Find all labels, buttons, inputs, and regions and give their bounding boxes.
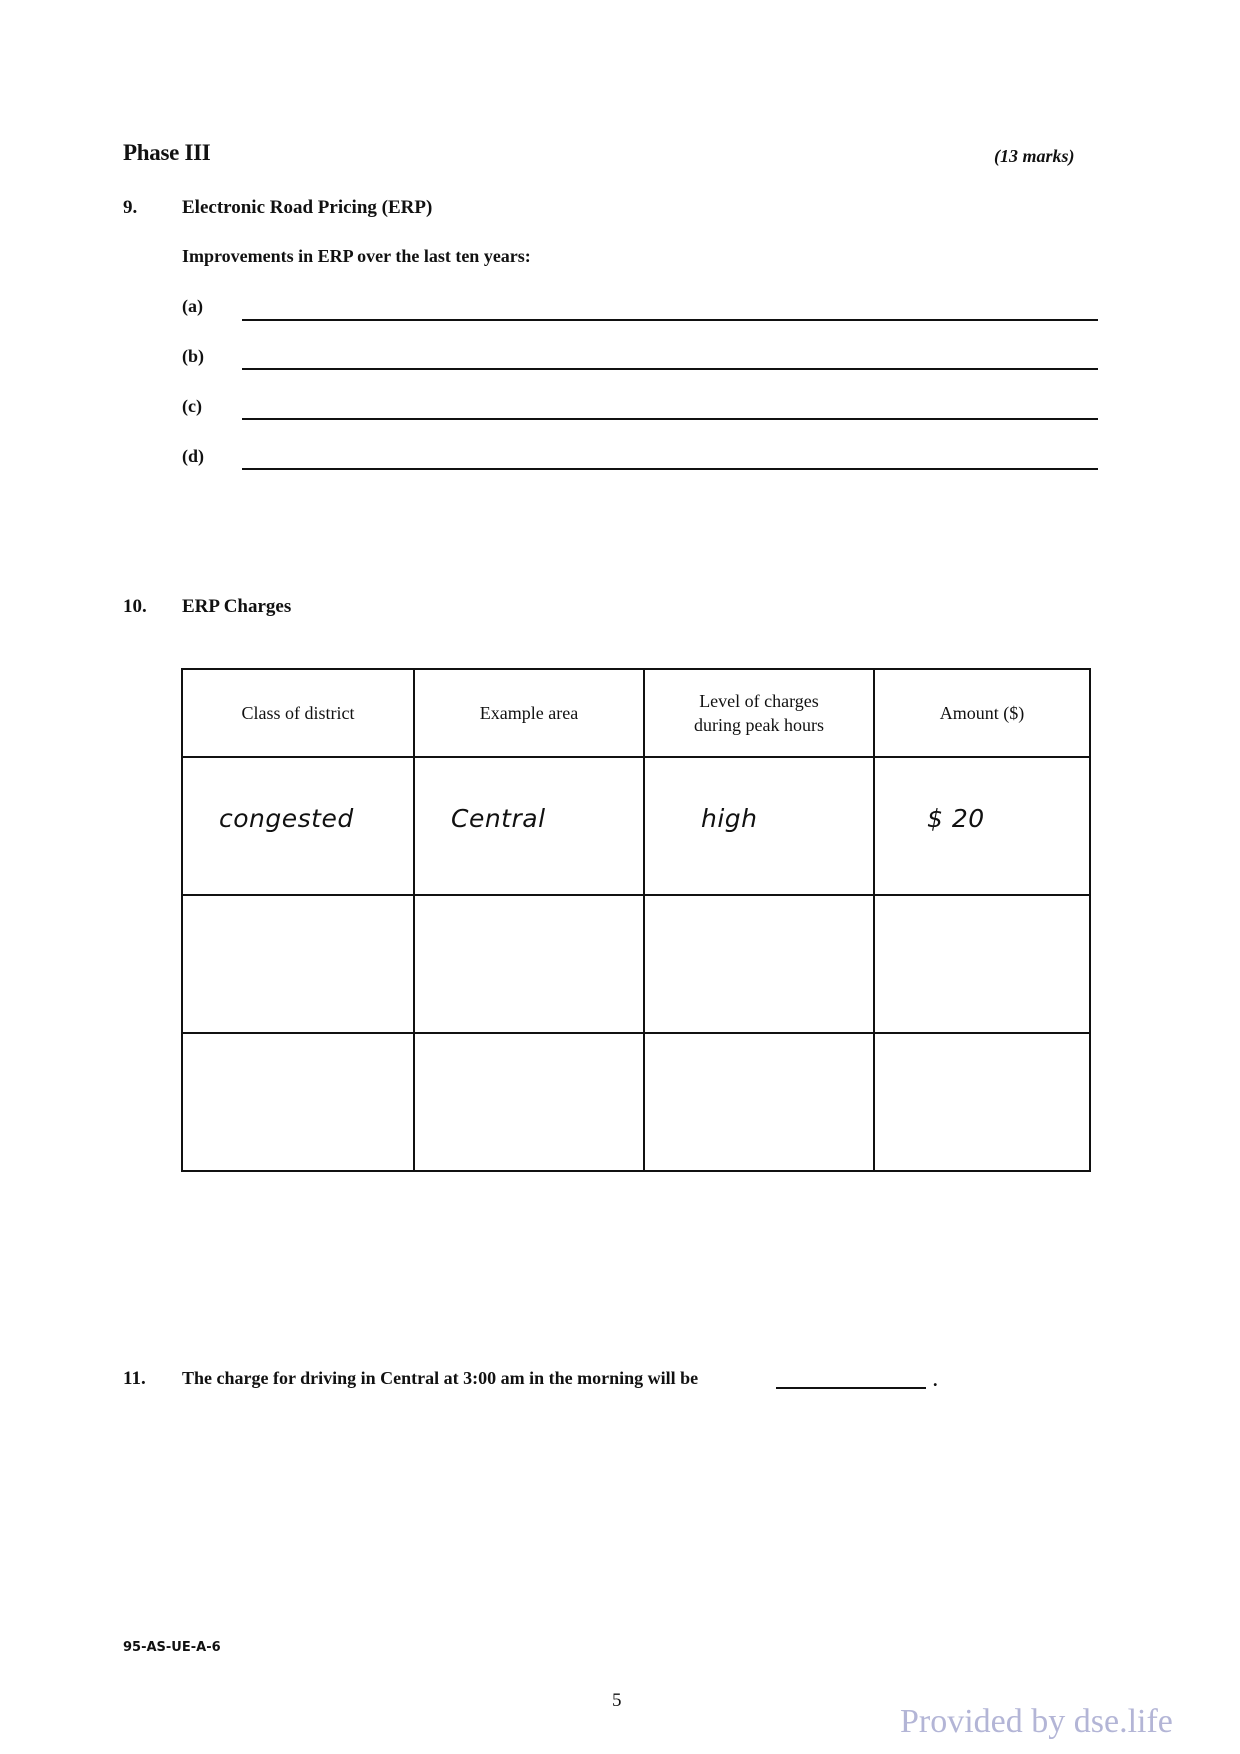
option-c-label: (c) xyxy=(182,396,202,416)
table-cell[interactable] xyxy=(874,895,1090,1033)
option-a-label: (a) xyxy=(182,296,203,316)
question-9-number: 9. xyxy=(123,197,138,218)
handwritten-area: Central xyxy=(451,803,546,833)
table-cell[interactable] xyxy=(874,1033,1090,1171)
handwritten-class: congested xyxy=(219,803,354,833)
table-cell[interactable] xyxy=(644,1033,874,1171)
phase-title: Phase III xyxy=(123,140,211,165)
table-cell[interactable] xyxy=(644,895,874,1033)
table-row xyxy=(182,895,1090,1033)
answer-line-c[interactable] xyxy=(242,418,1098,420)
header-class-of-district: Class of district xyxy=(182,669,414,757)
question-9-title: Electronic Road Pricing (ERP) xyxy=(182,197,433,218)
header-amount: Amount ($) xyxy=(874,669,1090,757)
header-level-of-charges xyxy=(644,669,874,757)
watermark: Provided by dse.life xyxy=(900,1703,1173,1740)
answer-line-d[interactable] xyxy=(242,468,1098,470)
table-cell[interactable] xyxy=(182,895,414,1033)
header-level-of-charges-text: Level of charges during peak hours xyxy=(694,691,824,735)
paper-code: 95-AS-UE-A-6 xyxy=(123,1640,221,1655)
question-10-number: 10. xyxy=(123,596,147,617)
question-11-text: The charge for driving in Central at 3:00 am in the morning will be xyxy=(182,1368,699,1388)
table-cell[interactable] xyxy=(644,757,874,895)
table-cell[interactable] xyxy=(874,757,1090,895)
table-cell[interactable] xyxy=(182,1033,414,1171)
marks-allocation: (13 marks) xyxy=(994,146,1075,166)
question-10-title: ERP Charges xyxy=(182,596,292,617)
table-cell[interactable] xyxy=(182,757,414,895)
handwritten-level: high xyxy=(701,803,758,833)
table-row xyxy=(182,1033,1090,1171)
header-example-area: Example area xyxy=(414,669,644,757)
question-11-number: 11. xyxy=(123,1368,146,1389)
answer-line-b[interactable] xyxy=(242,368,1098,370)
option-b-label: (b) xyxy=(182,346,204,366)
table-header-row xyxy=(182,669,1090,757)
question-9-intro: Improvements in ERP over the last ten years: xyxy=(182,246,531,266)
table-cell[interactable] xyxy=(414,1033,644,1171)
answer-line-a[interactable] xyxy=(242,319,1098,321)
table-row xyxy=(182,757,1090,895)
question-11-period: . xyxy=(933,1370,938,1390)
table-cell[interactable] xyxy=(414,757,644,895)
page-number: 5 xyxy=(612,1690,622,1711)
handwritten-amount: $ 20 xyxy=(927,803,985,833)
erp-charges-table xyxy=(181,668,1091,1172)
table-cell[interactable] xyxy=(414,895,644,1033)
question-11-answer-blank[interactable] xyxy=(776,1387,926,1389)
option-d-label: (d) xyxy=(182,446,204,466)
